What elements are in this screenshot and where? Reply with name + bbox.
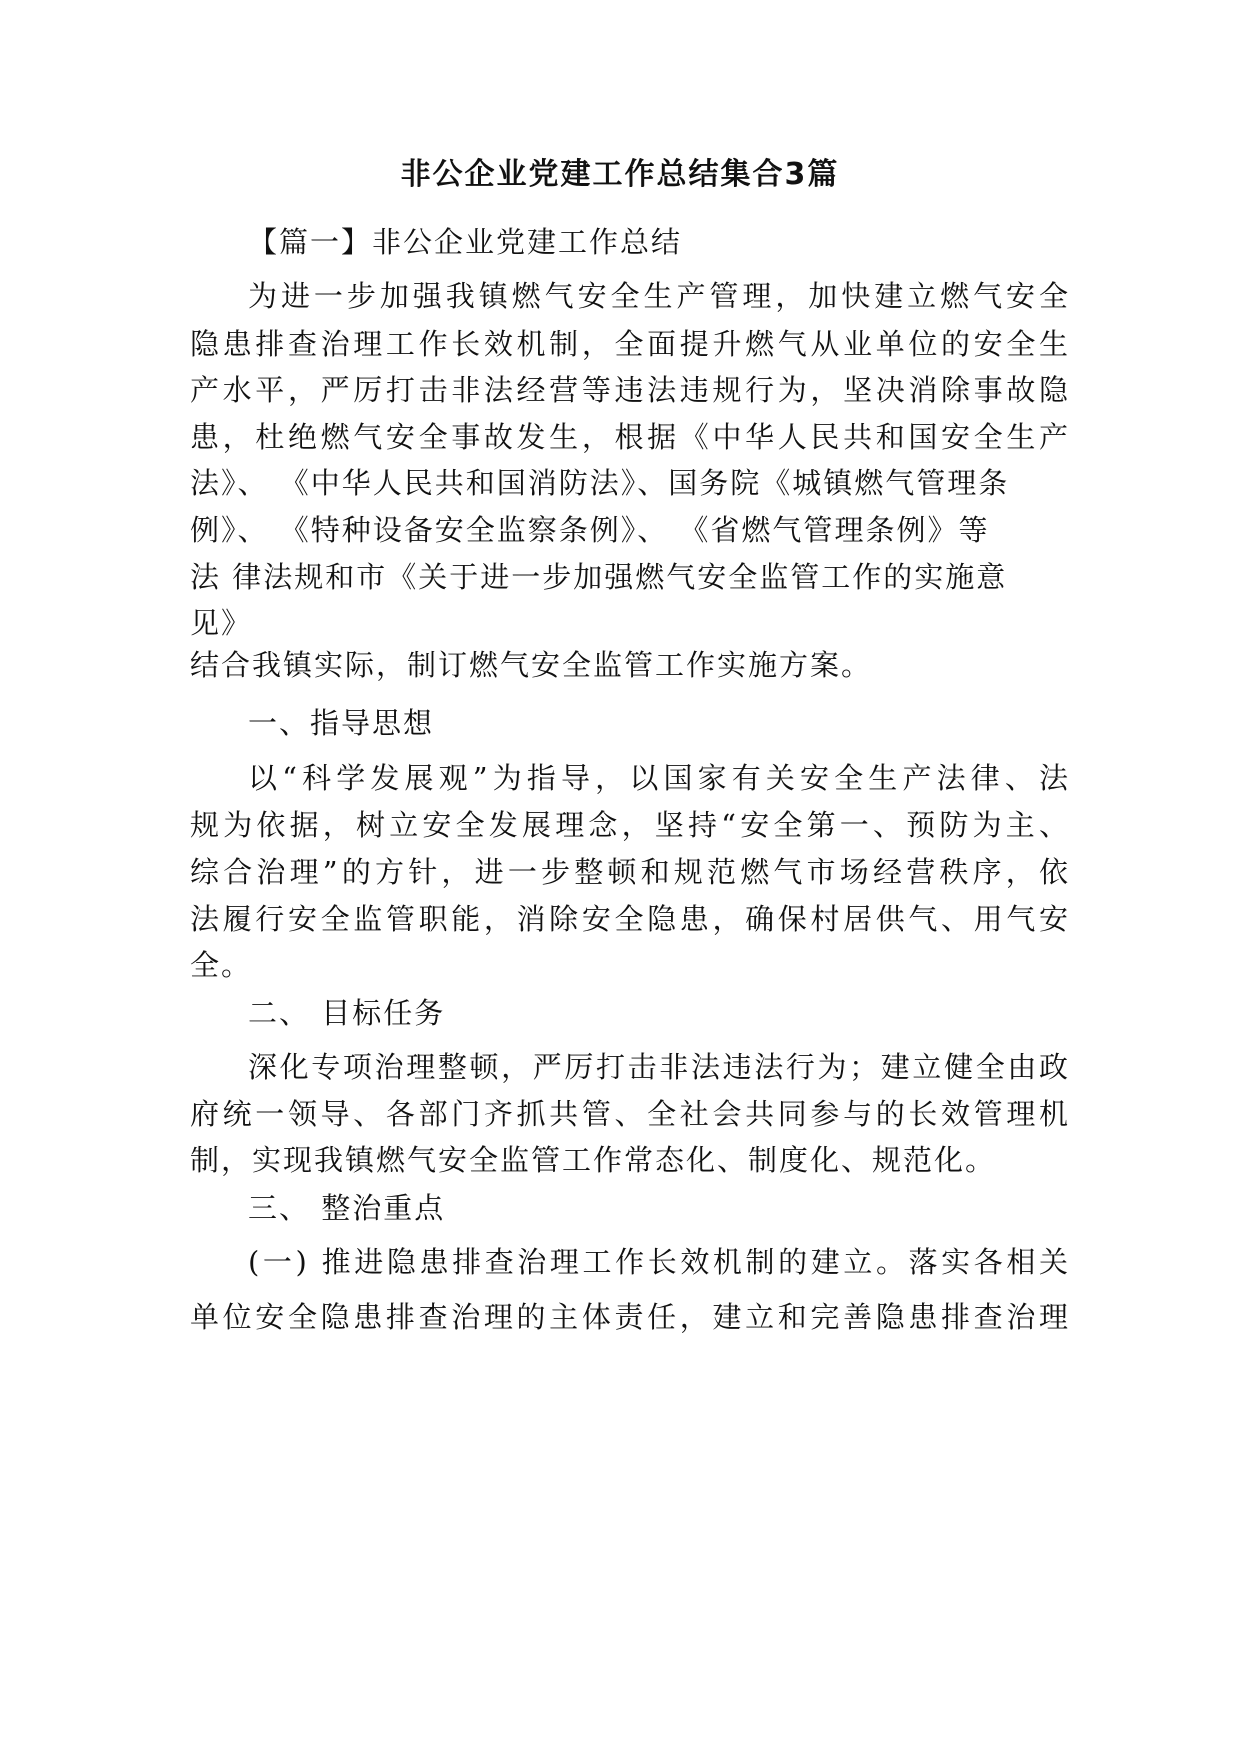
paragraph-line: (一) 推进隐患排查治理工作长效机制的建立。落实各相关 (248, 1245, 1070, 1279)
paragraph-line: 以“科学发展观”为指导，以国家有关安全生产法律、法 (248, 761, 1070, 795)
subsection-heading: 三、 整治重点 (248, 1191, 446, 1225)
paragraph-line: 结合我镇实际，制订燃气安全监管工作实施方案。 (190, 648, 873, 682)
paragraph-line: 规为依据，树立安全发展理念，坚持“安全第一、预防为主、 (190, 808, 1070, 842)
paragraph-line: 综合治理”的方针，进一步整顿和规范燃气市场经营秩序，依 (190, 855, 1070, 889)
paragraph-line: 为进一步加强我镇燃气安全生产管理，加快建立燃气安全 (248, 279, 1070, 313)
paragraph-line: 府统一领导、各部门齐抓共管、全社会共同参与的长效管理机 (190, 1097, 1070, 1131)
paragraph-line: 深化专项治理整顿，严厉打击非法违法行为；建立健全由政 (248, 1050, 1070, 1084)
subsection-heading: 二、 目标任务 (248, 996, 446, 1030)
paragraph-line: 见》 (190, 606, 253, 640)
paragraph-line: 患，杜绝燃气安全事故发生，根据《中华人民共和国安全生产 (190, 420, 1070, 454)
paragraph-line: 单位安全隐患排查治理的主体责任，建立和完善隐患排查治理 (190, 1300, 1070, 1334)
paragraph-line: 法履行安全监管职能，消除安全隐患，确保村居供气、用气安 (190, 902, 1070, 936)
paragraph-line: 法 律法规和市《关于进一步加强燃气安全监管工作的实施意 (190, 560, 1008, 594)
paragraph-line: 全。 (190, 948, 253, 982)
paragraph-line: 制，实现我镇燃气安全监管工作常态化、制度化、规范化。 (190, 1143, 997, 1177)
paragraph-line: 例》、 《特种设备安全监察条例》、 《省燃气管理条例》等 (190, 513, 990, 547)
paragraph-line: 产水平，严厉打击非法经营等违法违规行为，坚决消除事故隐 (190, 373, 1070, 407)
subsection-heading: 一、指导思想 (248, 706, 435, 740)
document-title: 非公企业党建工作总结集合3篇 (400, 157, 840, 192)
paragraph-line: 隐患排查治理工作长效机制，全面提升燃气从业单位的安全生 (190, 327, 1070, 361)
section-heading: 【篇一】非公企业党建工作总结 (248, 225, 683, 259)
paragraph-line: 法》、 《中华人民共和国消防法》、国务院《城镇燃气管理条 (190, 466, 1010, 500)
